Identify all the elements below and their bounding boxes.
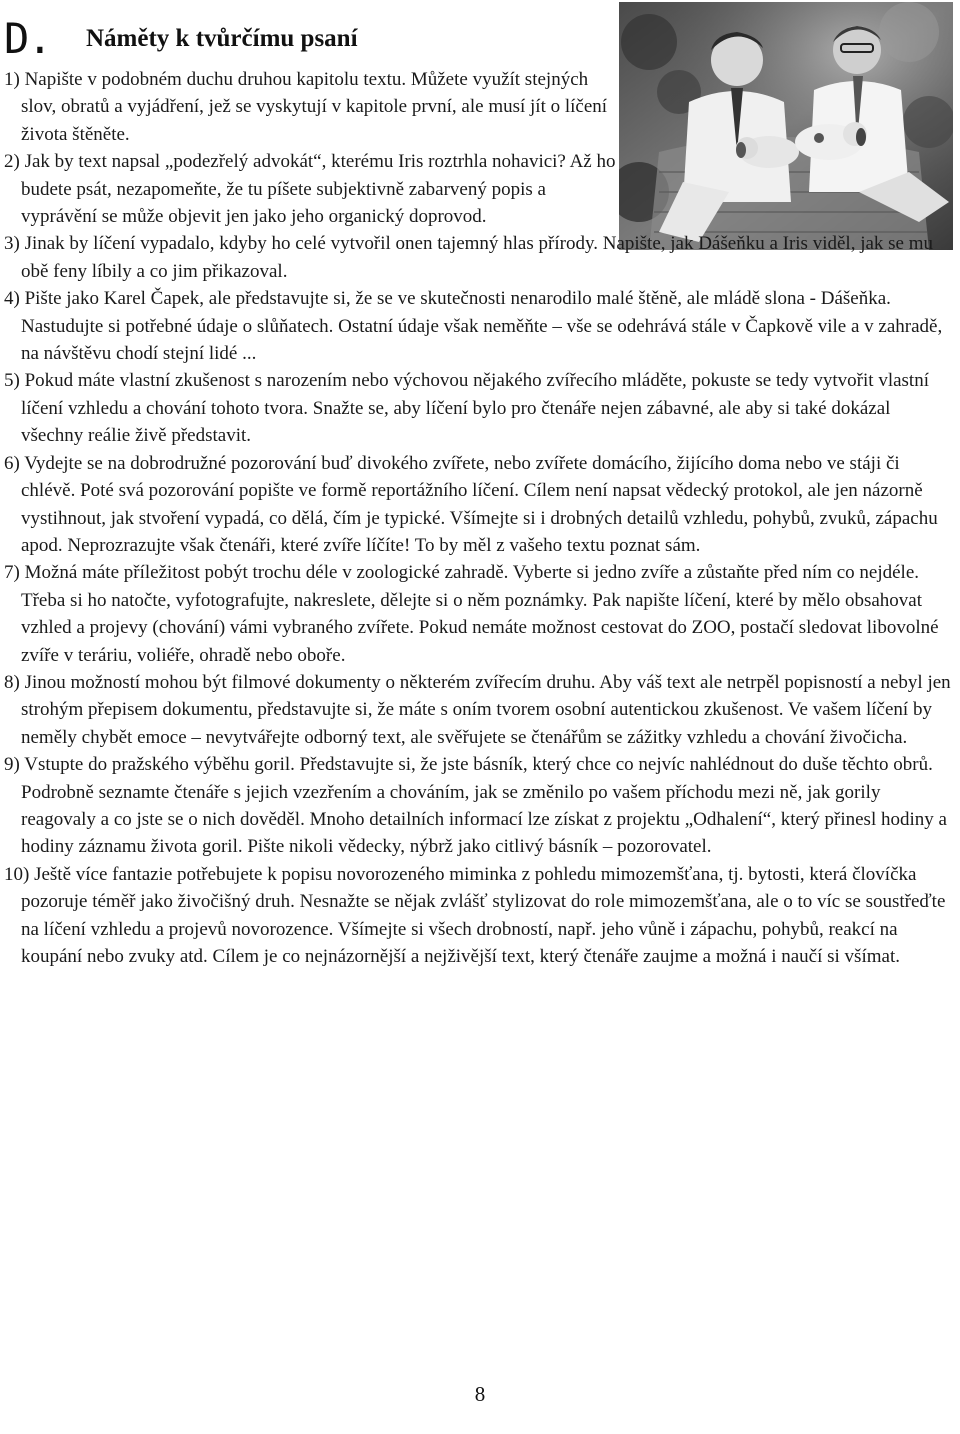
list-item: 6) Vydejte se na dobrodružné pozorování buď divokého zvířete, nebo zvířete domácího, žijícího doma nebo ve stáji či chlévě. Poté svá pozorování popište ve formě reportážního líčení. Cílem není napsat vědecký protokol, ale jen názorně vystihnout, jak stvoření vypadá, co dělá, čím je typické. Všímejte si i drobných detailů vzhledu, pohybů, zvuků, zápachu apod. Neprozrazujte však čtenáři, které zvíře líčíte! To by měl z vašeho textu poznat sám.: [4, 452, 938, 556]
page-number: 8: [474, 1382, 486, 1406]
list-item: 4) Pište jako Karel Čapek, ale představujte si, že se ve skutečnosti nenarodilo malé štěně, ale mládě slona - Dášeňka. Nastudujte si potřebné údaje o slůňatech. Ostatní údaje však neměňte – vše se odehrává stále v Čapkově vile a v zahradě, na návštěvu chodí stejní lidé ...: [4, 288, 943, 365]
list-item: 10) Ještě více fantazie potřebujete k popisu novorozeného miminka z pohledu mimozemšťana, tj. bytosti, která človíčka pozoruje téměř jako živočišný druh. Nesnažte se nějak zvlášť stylizovat do role mimozemšťana, ale o to víc se soustřeďte na líčení vzhledu a projevů novorozence. Všímejte si všech drobností, např. jeho vůně i zápachu, pohybů, reakcí na koupání nebo zvuky atd. Cílem je co nejnázornější a nejživější text, který čtenáře zaujme a možná i naučí si všímat.: [4, 863, 946, 967]
list-item: 3) Jinak by líčení vypadalo, kdyby ho celé vytvořil onen tajemný hlas přírody. Napište, jak Dášeňku a Iris viděl, jak se mu obě feny líbily a co jim přikazoval.: [4, 233, 934, 282]
list-item: 2) Jak by text napsal „podezřelý advokát“, kterému Iris roztrhla nohavici? Až ho budete psát, nezapomeňte, že tu píšete subjektivně zabarvený popis a vyprávění se může objevit jen jako jeho organický doprovod.: [4, 151, 616, 228]
list-item: 5) Pokud máte vlastní zkušenost s narozením nebo výchovou nějakého zvířecího mláděte, pokuste se tedy vytvořit vlastní líčení vzhledu a chování tohoto tvora. Snažte se, aby líčení bylo pro čtenáře nejen zábavné, ale aby si také dokázal všechny reálie živě představit.: [4, 370, 929, 447]
list-item: 8) Jinou možností mohou být filmové dokumenty o některém zvířecím druhu. Aby váš text ale netrpěl popisností a nebyl jen strohým přepisem dokumentu, představujte si, že máte s oním tvorem osobní autentickou zkušenost. Ve vašem líčení by neměly chybět emoce – nevytvářejte odborný text, ale svěřujete se čtenářům se zážitky vzhledu a chování živočicha.: [4, 671, 951, 748]
list-item: 1) Napište v podobném duchu druhou kapitolu textu. Můžete využít stejných slov, obratů a vyjádření, jež se vyskytují v kapitole první, ale musí jít o líčení života štěněte.: [4, 69, 608, 145]
section-title: Náměty k tvůrčímu psaní: [86, 25, 358, 52]
list-item: 7) Možná máte příležitost pobýt trochu déle v zoologické zahradě. Vyberte si jedno zvíře a zůstaňte před ním co nejdéle. Třeba si ho natočte, vyfotografujte, nakreslete, dělejte si o něm poznámky. Pak napište líčení, které by mělo obsahovat vzhled a projevy (chování) vámi vybraného zvířete. Pokud nemáte možnost cestovat do ZOO, postačí sledovat libovolné zvíře v teráriu, voliéře, ohradě nebo oboře.: [4, 562, 939, 666]
section-letter: D.: [4, 14, 51, 63]
list-item: 9) Vstupte do pražského výběhu goril. Představujte si, že jste básník, který chce co nejvíc nahlédnout do duše těchto obrů. Podrobně seznamte čtenáře s jejich vzezřením a chováním, jak se změnilo po vašem příchodu mezi ně, jak gorily reagovaly a co jste se o nich dověděl. Mnoho detailních informací lze získat z projektu „Odhalení“, který přinesl hodiny a hodiny záznamu života goril. Pište nikoli vědecky, nýbrž jako citlivý básník – pozorovatel.: [4, 754, 947, 858]
section-heading: [4, 14, 358, 64]
content: [4, 66, 954, 970]
